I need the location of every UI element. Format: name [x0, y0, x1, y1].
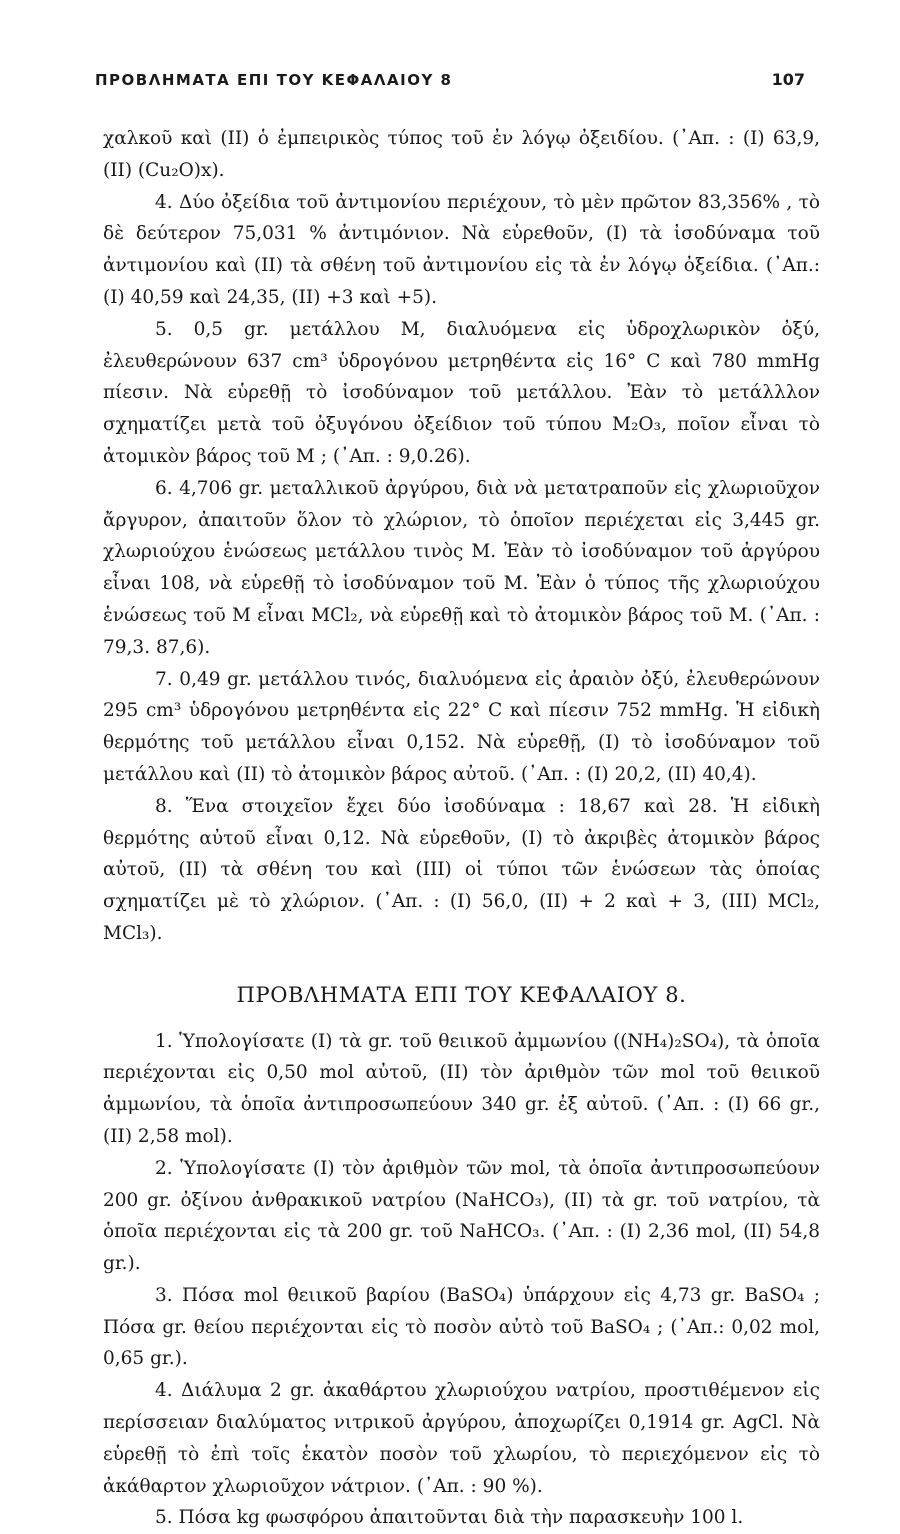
- page-header: [95, 70, 805, 89]
- page-body: [103, 123, 820, 1534]
- running-head: ΠΡΟΒΛΗΜΑΤΑ ΕΠΙ ΤΟΥ ΚΕΦΑΛΑΙΟΥ 8: [95, 71, 453, 89]
- problem-7: 7. 0,49 gr. μετάλλου τινός, διαλυόμενα εἰς ἀραιὸν ὀξύ, ἐλευθερώνουν 295 cm³ ὑδρογόνου μετρηθέντα εἰς 22° C καὶ πίεσιν 752 mmHg. Ἡ εἰδικὴ θερμότης τοῦ μετάλλου εἶναι 0,152. Νὰ εὑρεθῇ, (I) τὸ ἰσοδύναμον τοῦ μετάλλου καὶ (II) τὸ ἀτομικὸν βάρος αὐτοῦ. (᾿Απ. : (I) 20,2, (II) 40,4).: [103, 668, 820, 785]
- problem-5b: 5. Πόσα kg φωσφόρου ἀπαιτοῦνται διὰ τὴν παρασκευὴν 100 l.: [155, 1507, 744, 1529]
- problem-2: 2. Ὑπολογίσατε (I) τὸν ἀριθμὸν τῶν mol, τὰ ὁποῖα ἀντιπροσωπεύουν 200 gr. ὀξίνου ἀνθρακικοῦ νατρίου (NaHCO₃), (II) τὰ gr. τοῦ νατρίου, τὰ ὁποῖα περιέχονται εἰς τὰ 200 gr. τοῦ NaHCO₃. (᾿Απ. : (I) 2,36 mol, (II) 54,8 gr.).: [103, 1157, 820, 1275]
- problem-8: 8. Ἕνα στοιχεῖον ἔχει δύο ἰσοδύναμα : 18,67 καὶ 28. Ἡ εἰδικὴ θερμότης αὐτοῦ εἶναι 0,12. Νὰ εὑρεθοῦν, (I) τὸ ἀκριβὲς ἀτομικὸν βάρος αὐτοῦ, (II) τὰ σθένη του καὶ (III) οἱ τύποι τῶν ἑνώσεων τὰς ὁποίας σχηματίζει μὲ τὸ χλώριον. (᾿Απ. : (I) 56,0, (II) + 2 καὶ + 3, (III) MCl₂, MCl₃).: [103, 795, 820, 944]
- page-number: 107: [771, 70, 805, 89]
- problem-1: 1. Ὑπολογίσατε (I) τὰ gr. τοῦ θειικοῦ ἀμμωνίου ((NH₄)₂SO₄), τὰ ὁποῖα περιέχονται εἰς 0,50 mol αὐτοῦ, (II) τὸν ἀριθμὸν τῶν mol τοῦ θειικοῦ ἀμμωνίου, τὰ ὁποῖα ἀντιπροσωπεύουν 340 gr. ἐξ αὐτοῦ. (᾿Απ. : (I) 66 gr., (II) 2,58 mol).: [103, 1030, 820, 1147]
- section-title: ΠΡΟΒΛΗΜΑΤΑ ΕΠΙ ΤΟΥ ΚΕΦΑΛΑΙΟΥ 8.: [236, 982, 687, 1007]
- problem-5: 5. 0,5 gr. μετάλλου Μ, διαλυόμενα εἰς ὑδροχλωρικὸν ὀξύ, ἐλευθερώνουν 637 cm³ ὑδρογόνου μετρηθέντα εἰς 16° C καὶ 780 mmHg πίεσιν. Νὰ εὑρεθῇ τὸ ἰσοδύναμον τοῦ μετάλλου. Ἐὰν τὸ μετάλλλον σχηματίζει μετὰ τοῦ ὀξυγόνου ὀξείδιον τοῦ τύπου Μ₂O₃, ποῖον εἶναι τὸ ἀτομικὸν βάρος τοῦ Μ ; (᾿Απ. : 9,0.26).: [103, 318, 820, 467]
- problem-3: 3. Πόσα mol θειικοῦ βαρίου (BaSO₄) ὑπάρχουν εἰς 4,73 gr. BaSO₄ ; Πόσα gr. θείου περιέχονται εἰς τὸ ποσὸν αὐτὸ τοῦ BaSO₄ ; (᾿Απ.: 0,02 mol, 0,65 gr.).: [103, 1284, 820, 1370]
- continued-paragraph: χαλκοῦ καὶ (II) ὁ ἐμπειρικὸς τύπος τοῦ ἐν λόγῳ ὀξειδίου. (᾿Απ. : (I) 63,9, (II) (Cu₂O)x).: [103, 128, 820, 181]
- problem-4: 4. Δύο ὀξείδια τοῦ ἀντιμονίου περιέχουν, τὸ μὲν πρῶτον 83,356% , τὸ δὲ δεύτερον 75,031 % ἀντιμόνιον. Νὰ εὑρεθοῦν, (I) τὰ ἰσοδύναμα τοῦ ἀντιμονίου καὶ (II) τὰ σθένη τοῦ ἀντιμονίου εἰς τὰ ἐν λόγῳ ὀξείδια. (᾿Απ.: (I) 40,59 καὶ 24,35, (II) +3 καὶ +5).: [103, 191, 820, 308]
- problem-4b: 4. Διάλυμα 2 gr. ἀκαθάρτου χλωριούχου νατρίου, προστιθέμενον εἰς περίσσειαν διαλύματος νιτρικοῦ ἀργύρου, ἀποχωρίζει 0,1914 gr. AgCl. Νὰ εὑρεθῇ τὸ ἐπὶ τοῖς ἑκατὸν ποσὸν τοῦ χλωρίου, τὸ περιεχόμενον εἰς τὸ ἀκάθαρτον χλωριοῦχον νάτριον. (᾿Απ. : 90 %).: [103, 1380, 820, 1497]
- problem-6: 6. 4,706 gr. μεταλλικοῦ ἀργύρου, διὰ νὰ μετατραποῦν εἰς χλωριοῦχον ἄργυρον, ἀπαιτοῦν ὅλον τὸ χλώριον, τὸ ὁποῖον περιέχεται εἰς 3,445 gr. χλωριούχου ἑνώσεως μετάλλου τινὸς Μ. Ἐὰν τὸ ἰσοδύναμον τοῦ ἀργύρου εἶναι 108, νὰ εὑρεθῇ τὸ ἰσοδύναμον τοῦ Μ. Ἐὰν ὁ τύπος τῆς χλωριούχου ἑνώσεως τοῦ Μ εἶναι MCl₂, νὰ εὑρεθῇ καὶ τὸ ἀτομικὸν βάρος τοῦ Μ. (᾿Απ. : 79,3. 87,6).: [103, 477, 820, 658]
